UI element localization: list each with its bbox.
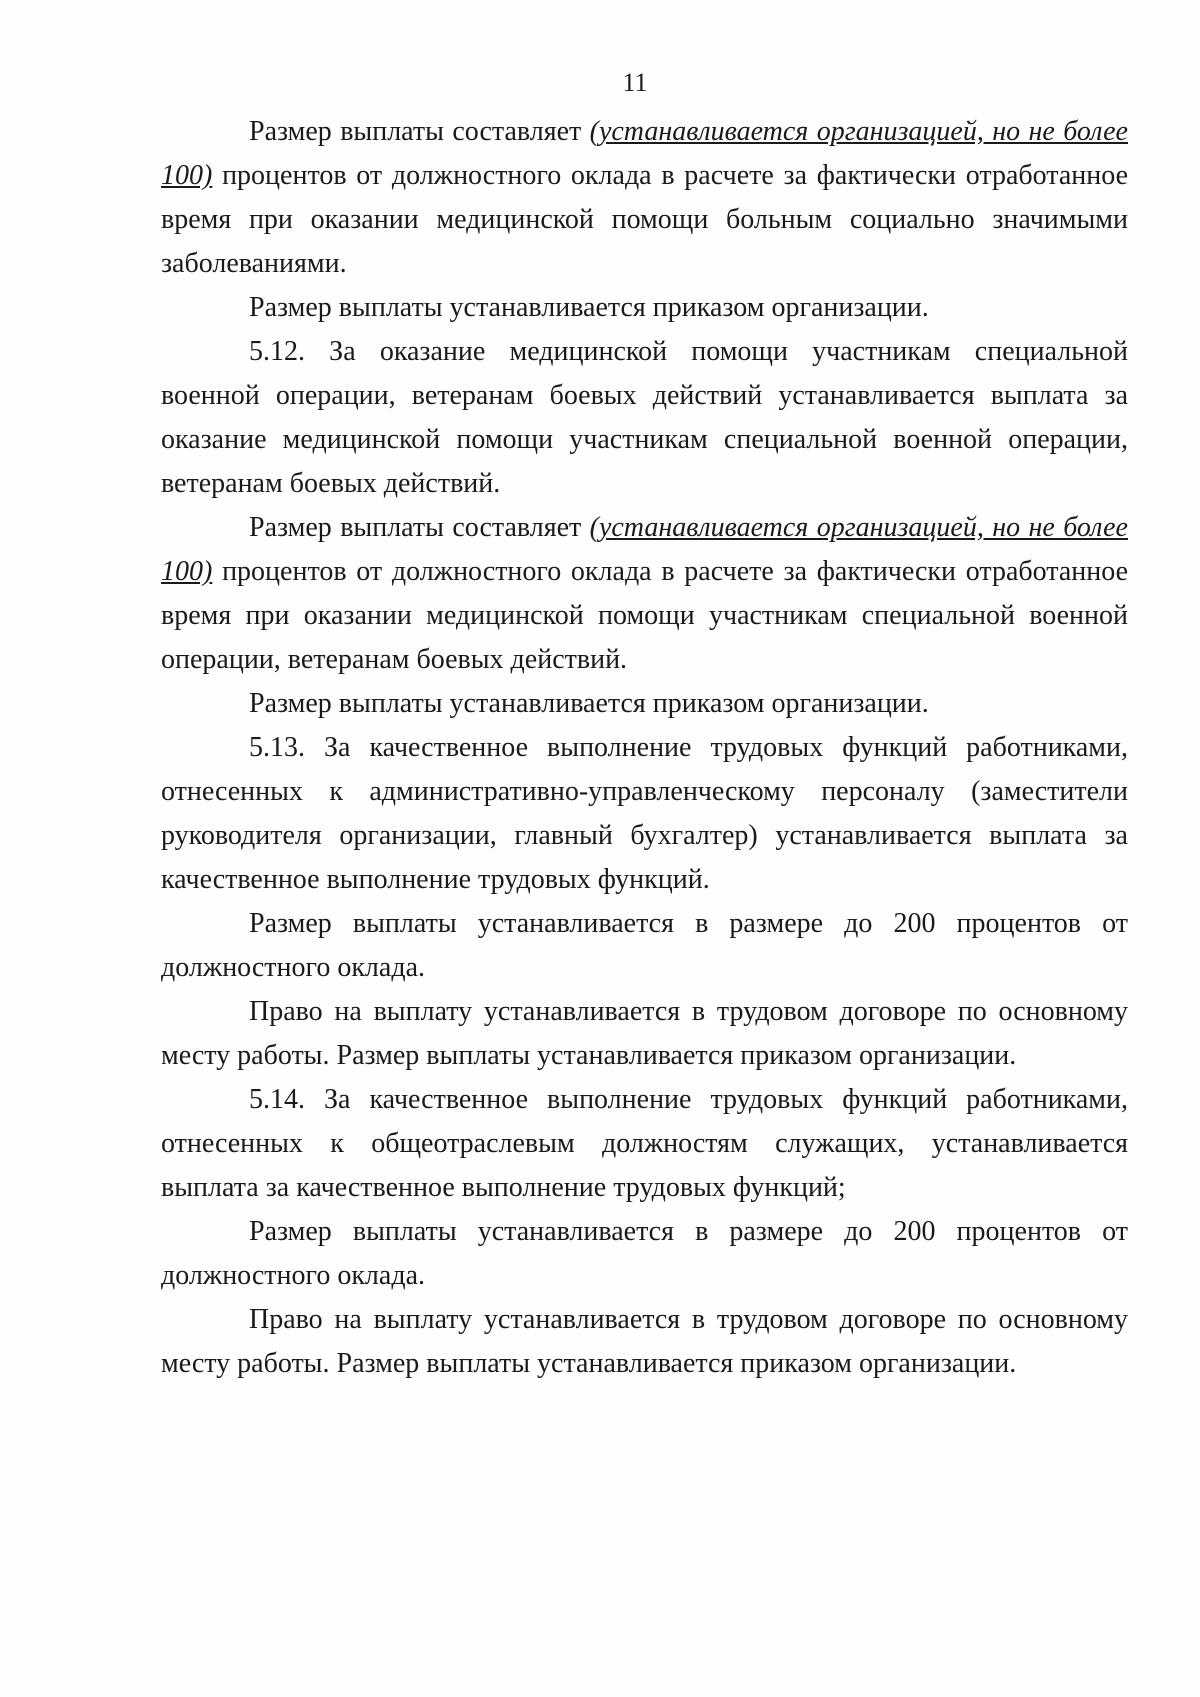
paragraph-payment-up-to-200: Размер выплаты устанавливается в размере до 200 процентов от должностного оклада. [161,908,1128,983]
paragraph-text: Размер выплаты составляет [249,512,590,543]
paragraph-text: процентов от должностного оклада в расчете за фактически отработанное время при оказании медицинской помощи больным социально значимыми заболеваниями. [161,160,1128,279]
paragraph-5-12: 5.12. За оказание медицинской помощи участникам специальной военной операции, ветеранам боевых действий устанавливается выплата за оказание медицинской помощи участникам специальной военной операции, ветеранам боевых действий. [161,336,1128,499]
paragraph-payment-size-svo [161,506,1128,682]
paragraph-payment-size-social-diseases [161,110,1128,286]
paragraph-text: процентов от должностного оклада в расчете за фактически отработанное время при оказании медицинской помощи участникам специальной военной операции, ветеранам боевых действий. [161,556,1128,675]
paragraph-right-to-payment: Право на выплату устанавливается в трудовом договоре по основному месту работы. Размер выплаты устанавливается приказом организации. [161,996,1128,1071]
paragraph-right-to-payment: Право на выплату устанавливается в трудовом договоре по основному месту работы. Размер выплаты устанавливается приказом организации. [161,1304,1128,1379]
paragraph-5-13: 5.13. За качественное выполнение трудовых функций работниками, отнесенных к административно-управленческому персоналу (заместители руководителя организации, главный бухгалтер) устанавливается выплата за качественное выполнение трудовых функций. [161,732,1128,895]
underlined-insert: (устанавливается организацией, но не более 100) [161,116,1128,191]
document-body [161,110,1128,1386]
paragraph-text: Размер выплаты составляет [249,116,590,147]
paragraph-order-note: Размер выплаты устанавливается приказом организации. [249,688,929,719]
page-number: 11 [622,68,648,97]
underlined-insert: (устанавливается организацией, но не более 100) [161,512,1128,587]
paragraph-5-14: 5.14. За качественное выполнение трудовых функций работниками, отнесенных к общеотраслевым должностям служащих, устанавливается выплата за качественное выполнение трудовых функций; [161,1084,1128,1203]
paragraph-order-note: Размер выплаты устанавливается приказом организации. [249,292,929,323]
paragraph-payment-up-to-200: Размер выплаты устанавливается в размере до 200 процентов от должностного оклада. [161,1216,1128,1291]
